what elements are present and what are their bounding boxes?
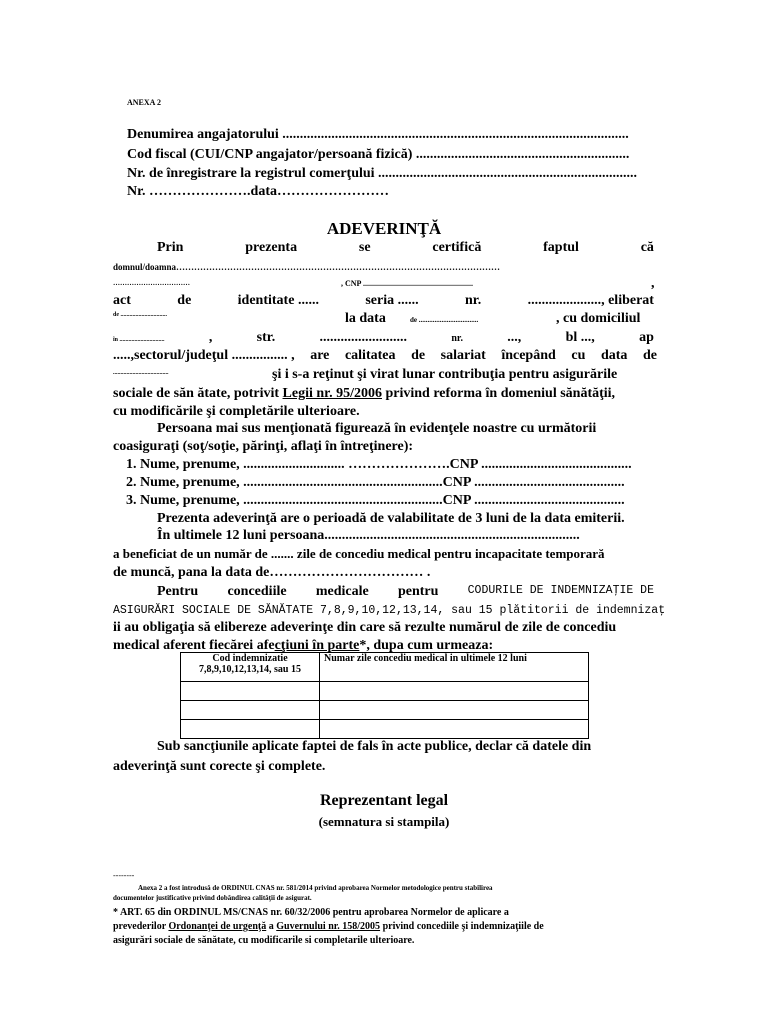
coinsured-row-3: 3. Nume, prenume, .........................................................CNP ........................................... bbox=[126, 493, 625, 508]
certify-line bbox=[157, 240, 654, 256]
text-word: seria ...... bbox=[365, 293, 419, 308]
contribution-line: şi i s-a reţinut şi virat lunar contribuţia pentru asigurările bbox=[272, 367, 618, 382]
text-word: concediile bbox=[227, 584, 287, 599]
coinsured-intro: Persoana mai sus menţionată figurează în evidenţele noastre cu următorii bbox=[157, 421, 597, 436]
text-word: are bbox=[310, 348, 330, 363]
annex-label: ANEXA 2 bbox=[127, 98, 162, 107]
table-cell[interactable] bbox=[181, 701, 320, 720]
text-word: de bbox=[642, 348, 657, 363]
table-row bbox=[181, 720, 589, 739]
codes-intro-line bbox=[157, 584, 654, 600]
footnote-separator: -------- bbox=[113, 871, 135, 880]
text-word: .....,sectorul/judeţul ................ , bbox=[113, 348, 295, 363]
sick-days-line: a beneficiat de un număr de ....... zile de concediu medical pentru incapacitate temporară bbox=[113, 546, 605, 561]
table-header-cell: Numar zile concediu medical in ultimele 12 luni bbox=[320, 653, 589, 682]
text-word: începând bbox=[501, 348, 556, 363]
text-word: certifică bbox=[432, 240, 482, 255]
text-word: str. bbox=[256, 330, 276, 345]
footnote-2-line-1: * ART. 65 din ORDINUL MS/CNAS nr. 60/32/2006 pentru aprobarea Normelor de aplicare a bbox=[113, 907, 509, 918]
text-fragment: medical aferent fiecărei afe bbox=[113, 638, 275, 653]
text-word: CODURILE DE INDEMNIZAŢIE DE bbox=[467, 584, 654, 597]
text-word: că bbox=[640, 240, 654, 255]
issue-date-line: de .................................. bbox=[410, 316, 479, 324]
text-word: Pentru bbox=[157, 584, 199, 599]
text-fragment: sociale de săn ătate, potrivit bbox=[113, 386, 283, 401]
codes-line-2 bbox=[113, 602, 665, 618]
text-word: ......................... bbox=[319, 330, 408, 345]
coinsured-row-2: 2. Nume, prenume, .........................................................CNP ........................................... bbox=[126, 475, 625, 490]
footnote-1-line-1: Anexa 2 a fost introdusă de ORDINUL CNAS nr. 581/2014 privind aprobarea Normelor metodologice pentru stabilirea bbox=[138, 884, 493, 892]
text-word: identitate ...... bbox=[237, 293, 319, 308]
text-word: în .............................. bbox=[113, 337, 165, 343]
validity-line: Prezenta adeverinţă are o perioadă de valabilitate de 3 luni de la data emiterii. bbox=[157, 511, 625, 526]
header-text: 7,8,9,10,12,13,14, sau 15 bbox=[199, 664, 301, 675]
sanction-line-2: adeverinţă sunt corecte şi complete. bbox=[113, 759, 326, 774]
document-title: ADEVERINŢĂ bbox=[326, 219, 442, 238]
text-word: nr. bbox=[451, 333, 463, 344]
comma-mark: , bbox=[651, 276, 655, 291]
table-header-row bbox=[181, 653, 589, 682]
signature-title: Reprezentant legal bbox=[319, 792, 449, 809]
sanction-line-1: Sub sancţiunile aplicate faptei de fals în acte publice, declar că datele din bbox=[157, 739, 592, 754]
table-cell[interactable] bbox=[181, 682, 320, 701]
text-fragment: cţiuni în parte bbox=[274, 638, 360, 653]
sick-leave-table bbox=[180, 652, 589, 739]
law-reference-line bbox=[113, 386, 615, 402]
issued-by-line: de ............................... bbox=[113, 312, 167, 318]
text-fragment: a bbox=[266, 921, 277, 932]
text-word: ap bbox=[639, 330, 654, 345]
text-word: cu bbox=[571, 348, 586, 363]
footnote-1-line-2: documentelor justificative privind dobândirea calităţii de asigurat. bbox=[113, 894, 312, 902]
address-line bbox=[113, 330, 654, 346]
table-cell[interactable] bbox=[320, 701, 589, 720]
footnote-2-line-3: asigurări sociale de sănătate, cu modificarile si completarile ulterioare. bbox=[113, 935, 415, 946]
text-fragment: privind concediile şi indemnizaţiile de bbox=[380, 921, 544, 932]
text-word: , bbox=[208, 330, 213, 345]
text-word: ..., bbox=[507, 330, 522, 345]
footnote-2-line-2 bbox=[113, 921, 544, 932]
start-date-line: ..................................... bbox=[113, 370, 169, 376]
text-word: medicale bbox=[315, 584, 369, 599]
text-word: data bbox=[600, 348, 628, 363]
number-date-line: Nr. ………………….data…………………… bbox=[127, 184, 389, 199]
text-word: de bbox=[177, 293, 192, 308]
text-fragment: *, dupa cum urmeaza: bbox=[359, 638, 494, 653]
text-word: act bbox=[113, 293, 131, 308]
identity-line bbox=[113, 293, 654, 309]
text-word: ....................., eliberat bbox=[527, 293, 654, 308]
text-word: prezenta bbox=[245, 240, 298, 255]
cnp-line: , CNP ....................................................... bbox=[341, 279, 473, 288]
text-word: Prin bbox=[157, 240, 184, 255]
coinsured-intro-2: coasiguraţi (soţ/soţie, părinţi, aflaţi în întreţinere): bbox=[113, 439, 414, 454]
name-line: domnul/doamna……………………………………………………………………………………………… bbox=[113, 262, 501, 272]
text-word: bl ..., bbox=[565, 330, 595, 345]
government-link[interactable]: Guvernului nr. 158/2005 bbox=[276, 921, 381, 932]
text-fragment: prevederilor bbox=[113, 921, 169, 932]
last-12-months-line: În ultimele 12 luni persoana......................................................................... bbox=[157, 528, 580, 543]
codes-line-3: ii au obligaţia să elibereze adeverinţe din care să rezulte numărul de zile de concediu bbox=[113, 620, 617, 635]
text-word: de bbox=[411, 348, 426, 363]
ordinance-link[interactable]: Ordonanţei de urgenţă bbox=[168, 921, 267, 932]
fiscal-code-line: Cod fiscal (CUI/CNP angajator/persoană fizică) ............................................................. bbox=[127, 147, 630, 162]
domicile-label: , cu domiciliul bbox=[556, 311, 641, 326]
table-row bbox=[181, 682, 589, 701]
employer-name-line: Denumirea angajatorului ................................................................................................... bbox=[127, 127, 629, 142]
text-word: salariat bbox=[440, 348, 486, 363]
table-cell[interactable] bbox=[320, 682, 589, 701]
table-row bbox=[181, 701, 589, 720]
header-text: Cod indemnizatie bbox=[212, 653, 288, 664]
signature-subtitle: (semnatura si stampila) bbox=[318, 814, 450, 829]
text-word: faptul bbox=[543, 240, 579, 255]
amendments-line: cu modificările şi completările ulterioare. bbox=[113, 404, 360, 419]
coinsured-row-1: 1. Nume, prenume, ............................. ………………….CNP ........................................... bbox=[126, 457, 632, 472]
text-word: se bbox=[358, 240, 371, 255]
text-word: nr. bbox=[464, 293, 482, 308]
text-fragment: ASIGURĂRI SOCIALE DE SĂNĂTATE 7,8,9,10,12,13,14, sau 15 plătitorii de indemnizaţ bbox=[113, 604, 666, 617]
issue-date-label: la data bbox=[345, 311, 386, 326]
table-header-cell bbox=[181, 653, 320, 682]
text-word: pentru bbox=[397, 584, 439, 599]
registry-number-line: Nr. de înregistrare la registrul comerţului .......................................................................... bbox=[127, 166, 638, 181]
until-date-line: de muncă, pana la data de…………………………… . bbox=[113, 565, 431, 580]
text-fragment: privind reforma în domeniul sănătăţii, bbox=[381, 386, 616, 401]
employee-since-line bbox=[113, 348, 657, 364]
law-link[interactable]: Legii nr. 95/2006 bbox=[282, 386, 382, 401]
name-continuation: …………………………… bbox=[113, 279, 190, 287]
table-cell[interactable] bbox=[320, 720, 589, 739]
text-word: calitatea bbox=[344, 348, 396, 363]
table-cell[interactable] bbox=[181, 720, 320, 739]
